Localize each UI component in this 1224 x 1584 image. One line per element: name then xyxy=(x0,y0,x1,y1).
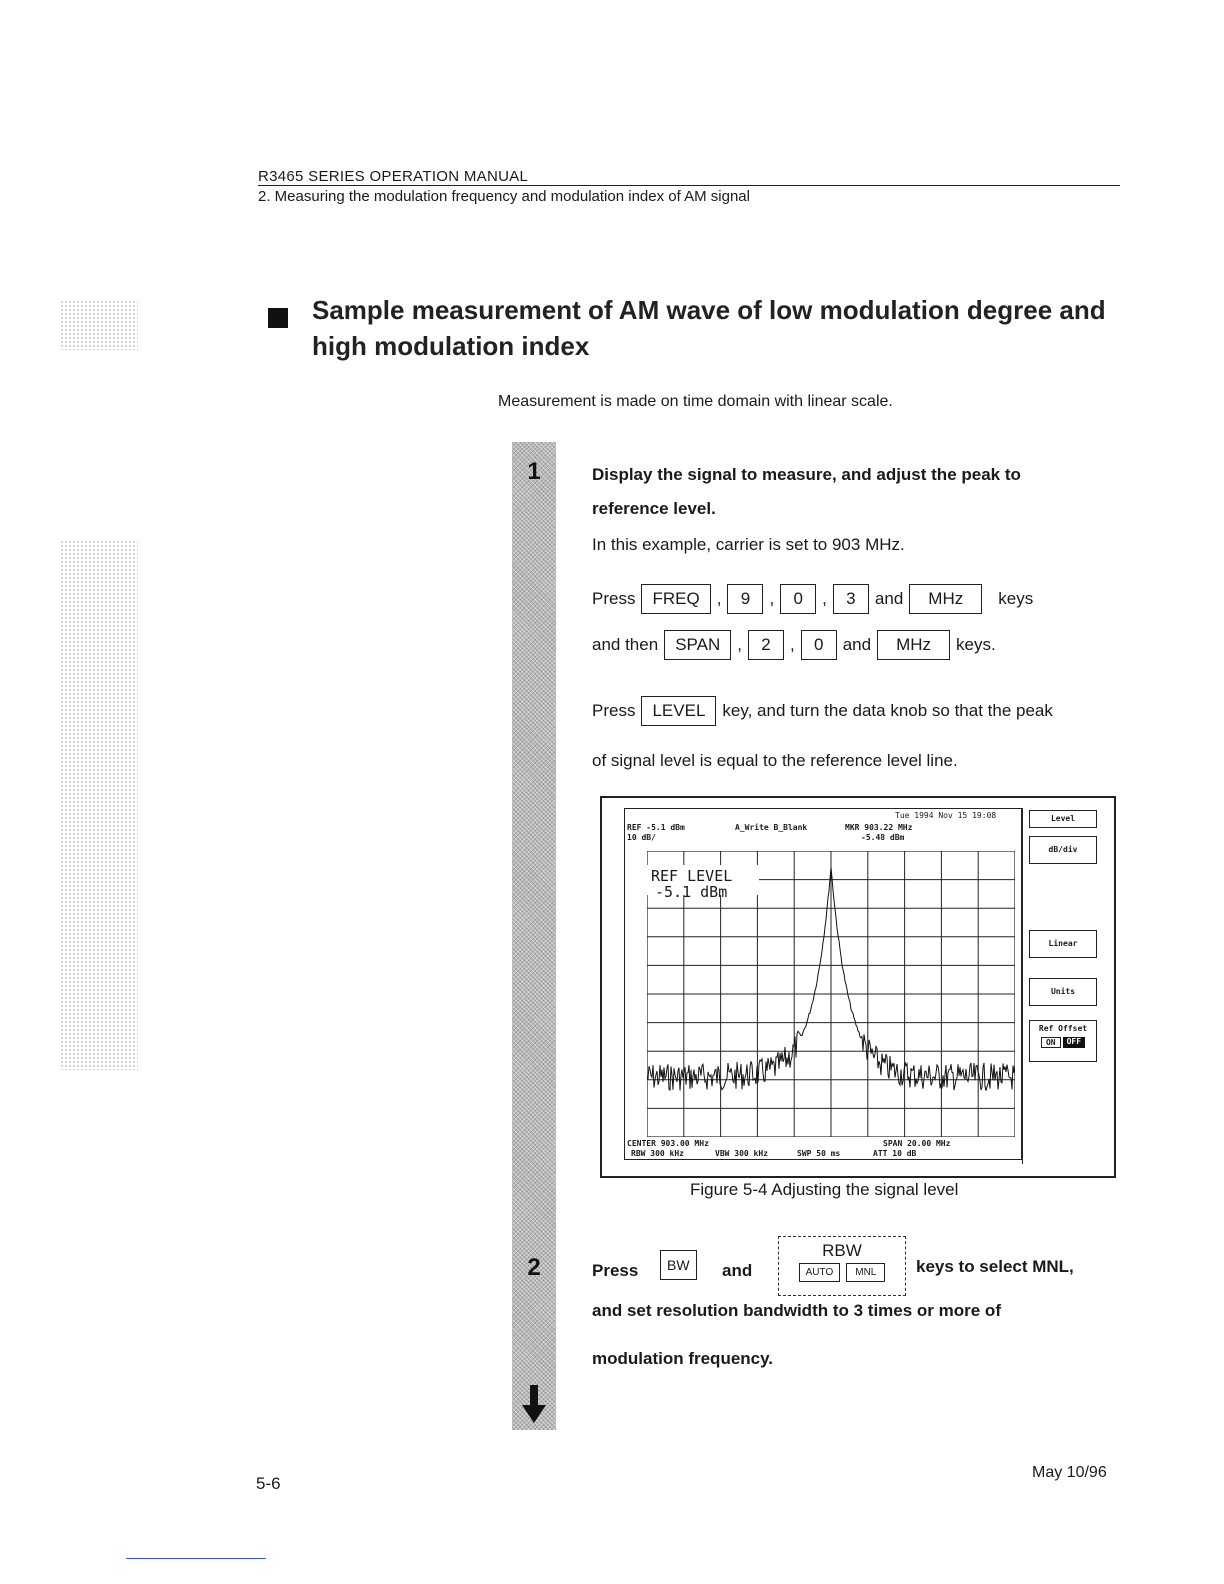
digit-2-key[interactable]: 2 xyxy=(748,630,784,660)
level-key[interactable]: LEVEL xyxy=(641,696,716,726)
step-2-instruction: keys to select MNL, xyxy=(916,1257,1074,1276)
scan-artifact xyxy=(60,300,138,350)
step-1-instruction-cont: of signal level is equal to the reference level line. xyxy=(592,751,958,770)
freq-key[interactable]: FREQ xyxy=(641,584,710,614)
section-path: 2. Measuring the modulation frequency and modulation index of AM signal xyxy=(258,188,750,205)
separator: , xyxy=(737,635,742,654)
manual-title: R3465 SERIES OPERATION MANUAL xyxy=(258,168,529,185)
span-readout: SPAN 20.00 MHz xyxy=(883,1139,951,1148)
separator: , xyxy=(822,589,827,608)
keys-label: keys xyxy=(998,589,1034,608)
digit-0-key[interactable]: 0 xyxy=(780,584,816,614)
page-number: 5-6 xyxy=(256,1474,281,1493)
digit-9-key[interactable]: 9 xyxy=(727,584,763,614)
rbw-auto-key[interactable]: AUTO xyxy=(799,1263,841,1282)
step-1-instruction: key, and turn the data knob so that the peak xyxy=(722,701,1053,720)
section-bullet-icon xyxy=(268,308,288,328)
separator: , xyxy=(716,589,722,608)
press-label: Press xyxy=(592,589,636,608)
footer-date: May 10/96 xyxy=(1032,1464,1107,1481)
header-rule xyxy=(258,185,1120,186)
and-label: and xyxy=(874,589,904,608)
press-label: Press xyxy=(592,1261,639,1280)
rbw-key-group xyxy=(778,1236,906,1296)
softkey-units[interactable]: Units xyxy=(1029,978,1097,1006)
key-sequence-2 xyxy=(592,630,996,660)
center-freq: CENTER 903.00 MHz xyxy=(627,1139,709,1148)
rbw-mnl-key[interactable]: MNL xyxy=(846,1263,885,1282)
softkey-title: Level xyxy=(1029,810,1097,828)
vbw-readout: VBW 300 kHz xyxy=(715,1149,768,1158)
ref-level-value: -5.1 dBm xyxy=(655,883,728,901)
ref-level-label: REF LEVEL xyxy=(651,867,733,885)
span-key[interactable]: SPAN xyxy=(664,630,731,660)
scan-artifact xyxy=(60,540,138,1070)
sweep-readout: SWP 50 ms xyxy=(797,1149,841,1158)
scale-readout: 10 dB/ xyxy=(627,833,656,842)
step-2-number: 2 xyxy=(527,1254,541,1281)
marker-level: -5.48 dBm xyxy=(861,833,905,842)
step-2-instruction-cont: and set resolution bandwidth to 3 times or more of xyxy=(592,1301,1001,1320)
digit-3-key[interactable]: 3 xyxy=(833,584,869,614)
softkey-panel xyxy=(1022,808,1099,1164)
key-sequence-3 xyxy=(592,696,1053,726)
separator: , xyxy=(769,589,775,608)
key-sequence-1 xyxy=(592,584,1033,614)
mhz-key[interactable]: MHz xyxy=(877,630,950,660)
ref-offset-off[interactable]: OFF xyxy=(1063,1037,1085,1048)
att-readout: ATT 10 dB xyxy=(873,1149,917,1158)
keys-label: keys. xyxy=(956,635,996,654)
and-label: and xyxy=(842,635,872,654)
softkey-linear[interactable]: Linear xyxy=(1029,930,1097,958)
digit-0-key[interactable]: 0 xyxy=(801,630,837,660)
arrow-down-icon xyxy=(522,1385,546,1423)
rbw-readout: RBW 300 kHz xyxy=(631,1149,684,1158)
softkey-db-div[interactable]: dB/div xyxy=(1029,836,1097,864)
separator: , xyxy=(789,635,795,654)
analyzer-screenshot xyxy=(600,796,1116,1178)
step-2-instruction-end: modulation frequency. xyxy=(592,1349,774,1368)
and-then-label: and then xyxy=(592,635,659,654)
figure-caption: Figure 5-4 Adjusting the signal level xyxy=(690,1180,959,1199)
and-label: and xyxy=(722,1261,753,1280)
trace-mode: A_Write B_Blank xyxy=(735,823,808,832)
bw-key[interactable]: BW xyxy=(660,1250,697,1280)
softkey-ref-offset[interactable] xyxy=(1029,1020,1097,1062)
step-1-example: In this example, carrier is set to 903 MHz. xyxy=(592,535,905,554)
intro-text: Measurement is made on time domain with linear scale. xyxy=(498,393,893,410)
section-title: Sample measurement of AM wave of low modulation degree and high modulation index xyxy=(312,295,1106,361)
analyzer-display xyxy=(624,808,1022,1160)
ref-offset-label: Ref Offset xyxy=(1038,1024,1088,1033)
datetime: Tue 1994 Nov 15 19:08 xyxy=(895,811,997,820)
step-1-number: 1 xyxy=(527,458,541,485)
ref-offset-on[interactable]: ON xyxy=(1041,1037,1061,1048)
rbw-group-label: RBW xyxy=(822,1241,862,1260)
marker-readout: MKR 903.22 MHz xyxy=(845,823,913,832)
mhz-key[interactable]: MHz xyxy=(909,584,982,614)
ref-readout: REF -5.1 dBm xyxy=(627,823,685,832)
press-label: Press xyxy=(592,701,636,720)
footer-link-line xyxy=(126,1558,266,1559)
step-1-heading: Display the signal to measure, and adjust the peak to reference level. xyxy=(592,465,1021,518)
